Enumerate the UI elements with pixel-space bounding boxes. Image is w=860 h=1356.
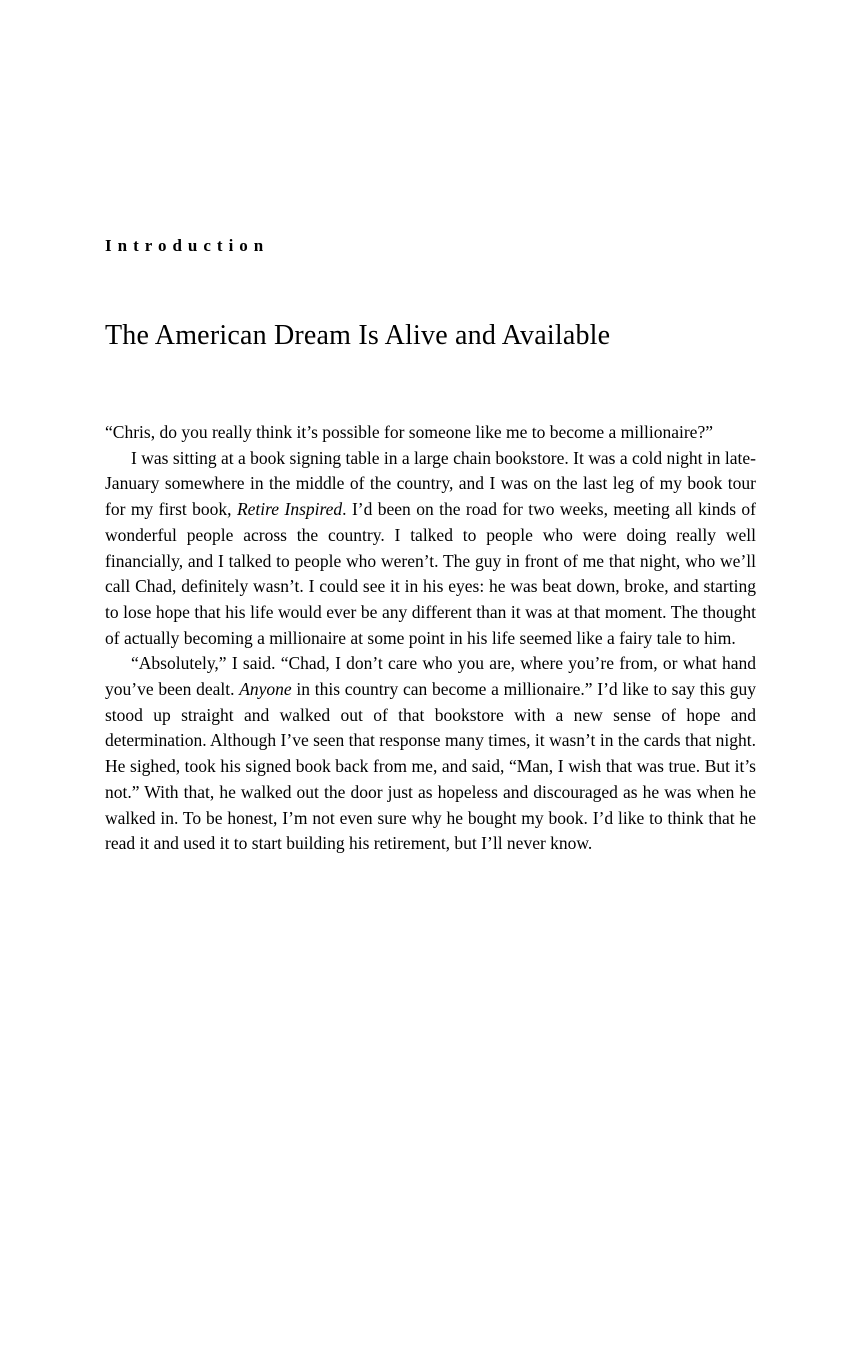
chapter-title: The American Dream Is Alive and Available (105, 320, 611, 351)
text-run: . I’d been on the road for two weeks, meeting all kinds of wonderful people across the country. I talked to people who were doing really well financially, and I talked to people who weren’t. The guy in front of me that night, who we’ll call Chad, definitely wasn’t. I could see it in his eyes: he was beat down, broke, and starting to lose hope that his life would ever be any different than it was at that moment. The thought of actually becoming a millionaire at some point in his life seemed like a fairy tale to him. (105, 499, 756, 648)
text-run: in this country can become a millionaire.” I’d like to say this guy stood up straight and walked out of that bookstore with a new sense of hope and determination. Although I’ve seen that response many times, it wasn’t in the cards that night. He sighed, took his signed book back from me, and said, “Man, I wish that was true. But it’s not.” With that, he walked out the door just as hopeless and discouraged as he was when he walked in. To be honest, I’m not even sure why he bought my book. I’d like to think that he read it and used it to start building his retirement, but I’ll never know. (105, 679, 757, 854)
italic-text-run: Retire Inspired (236, 499, 343, 520)
text-run: “Chris, do you really think it’s possible for someone like me to become a millionaire?” (105, 422, 713, 442)
paragraph (105, 446, 756, 652)
body-text (105, 420, 756, 857)
paragraph (105, 651, 756, 857)
text-run: “Absolutely,” I said. “Chad, I don’t care who you are, where you’re from, or what hand you’ve been dealt. (105, 653, 756, 700)
text-run: I was sitting at a book signing table in a large chain bookstore. It was a cold night in late-January somewhere in the middle of the country, and I was on the last leg of my book tour for my first book, (105, 447, 756, 520)
italic-text-run: Anyone (239, 679, 292, 700)
chapter-header (105, 236, 756, 352)
section-label: Introduction (105, 236, 270, 255)
paragraph (105, 420, 756, 446)
book-page (105, 236, 756, 857)
